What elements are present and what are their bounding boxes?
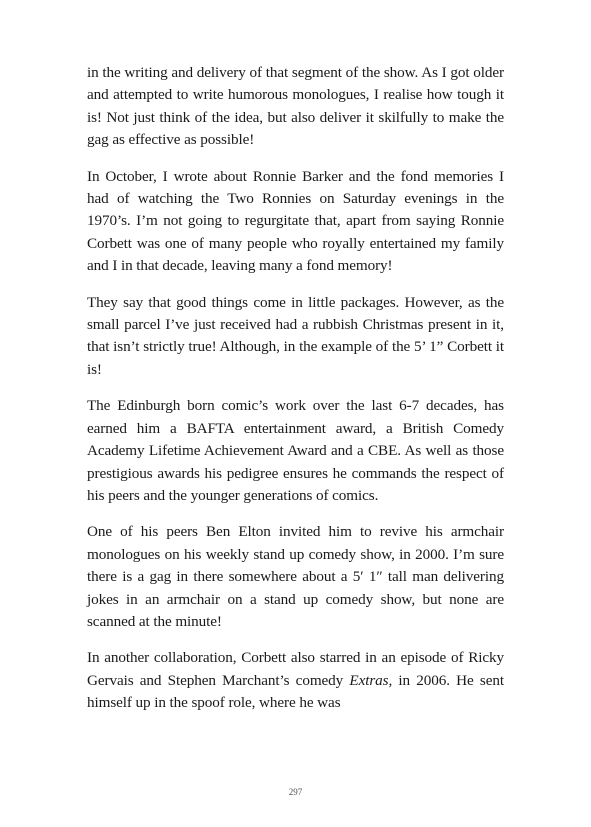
show-title-italic: Extras, [349, 671, 393, 689]
paragraph: They say that good things come in little packages. However, as the small parcel I’ve just received had a rubbish Christmas present in it, that isn’t strictly true! Although, in the example of the 5’ 1” Corbett it is! [87, 293, 504, 378]
page-number: 297 [288, 787, 303, 797]
page-body [87, 62, 504, 729]
paragraph-text: In another collaboration, Corbett also starred in an episode of Ricky Gervais and Stephen Marchant’s comedy [87, 649, 504, 689]
paragraph: in the writing and delivery of that segment of the show. As I got older and attempted to write humorous monologues, I realise how tough it is! Not just think of the idea, but also deliver it skilfully to make the gag as effective as possible! [87, 64, 504, 149]
paragraph-text: in 2006. He sent himself up in the spoof role, where he was [87, 671, 504, 712]
paragraph-last [87, 647, 504, 714]
paragraph: One of his peers Ben Elton invited him to revive his armchair monologues on his weekly stand up comedy show, in 2000. I’m sure there is a gag in there somewhere about a 5′ 1″ tall man delivering jokes in an armchair on a stand up comedy show, but none are scanned at the minute! [87, 523, 504, 630]
paragraph: The Edinburgh born comic’s work over the last 6-7 decades, has earned him a BAFTA entertainment award, a British Comedy Academy Lifetime Achievement Award and a CBE. As well as those prestigious awards his pedigree ensures he commands the respect of his peers and the younger generations of comics. [87, 397, 504, 504]
paragraph: In October, I wrote about Ronnie Barker and the fond memories I had of watching the Two Ronnies on Saturday evenings in the 1970’s. I’m not going to regurgitate that, apart from saying Ronnie Corbett was one of many people who royally entertained my family and I in that decade, leaving many a fond memory! [87, 167, 504, 275]
